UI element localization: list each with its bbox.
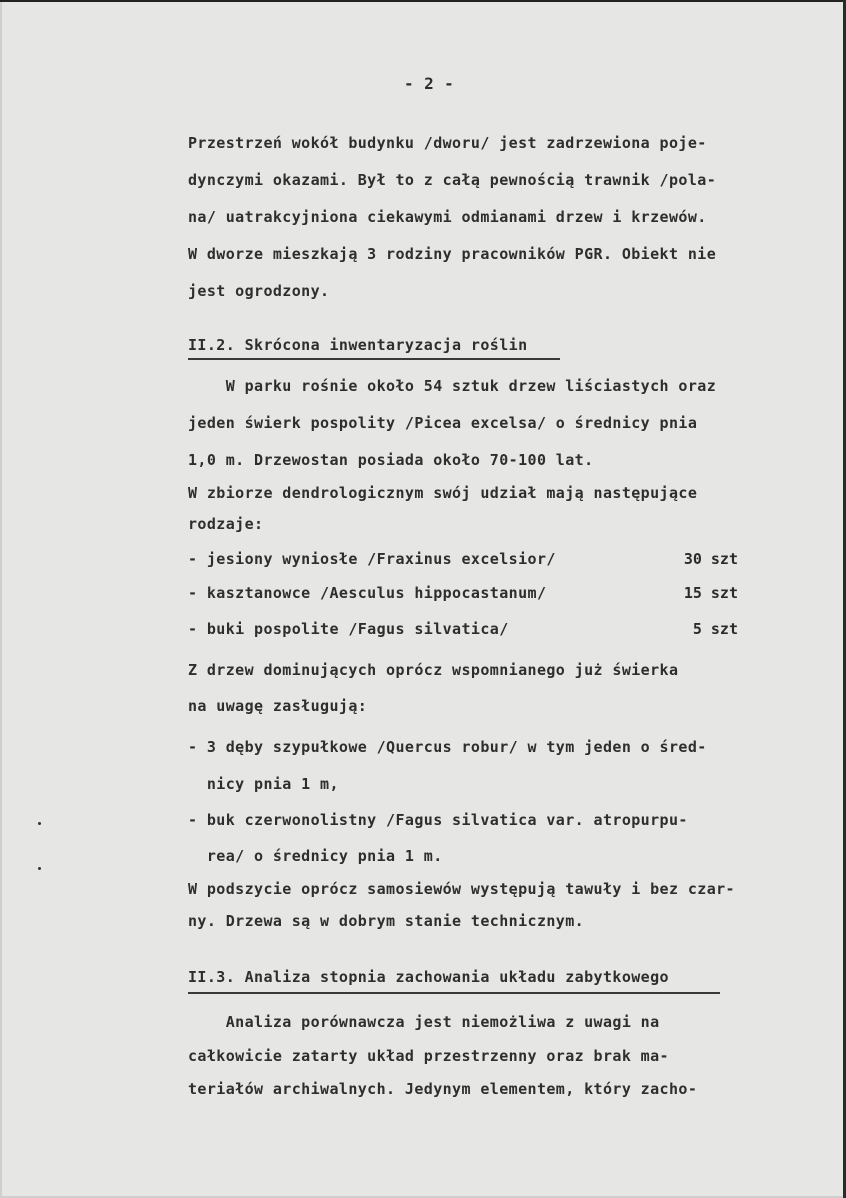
paragraph-line: W podszycie oprócz samosiewów występują tawuły i bez czar- <box>188 880 735 898</box>
scan-border-top <box>0 0 846 2</box>
paragraph-line: Z drzew dominujących oprócz wspomnianego już świerka <box>188 661 679 679</box>
species-count: 30 szt <box>683 550 738 568</box>
species-name: - jesiony wyniosłe /Fraxinus excelsior/ <box>188 550 556 568</box>
paragraph-line: na/ uatrakcyjniona ciekawymi odmianami drzew i krzewów. <box>188 208 707 226</box>
paragraph-line: całkowicie zatarty układ przestrzenny oraz brak ma- <box>188 1047 669 1065</box>
species-count: 5 szt <box>692 620 738 638</box>
species-name: - buki pospolite /Fagus silvatica/ <box>188 620 509 638</box>
paragraph-line: Przestrzeń wokół budynku /dworu/ jest zadrzewiona poje- <box>188 134 707 152</box>
paragraph-line: ny. Drzewa są w dobrym stanie technicznym. <box>188 912 585 930</box>
paragraph-line: W zbiorze dendrologicznym swój udział mają następujące <box>188 484 698 502</box>
notable-tree-line: nicy pnia 1 m, <box>188 775 339 793</box>
margin-mark <box>38 867 41 870</box>
section-heading: II.3. Analiza stopnia zachowania układu zabytkowego <box>188 968 669 986</box>
notable-tree-line: - 3 dęby szypułkowe /Quercus robur/ w tym jeden o śred- <box>188 738 707 756</box>
section-heading: II.2. Skrócona inwentaryzacja roślin <box>188 336 528 354</box>
species-count: 15 szt <box>683 584 738 602</box>
species-name: - kasztanowce /Aesculus hippocastanum/ <box>188 584 547 602</box>
paragraph-line: Analiza porównawcza jest niemożliwa z uwagi na <box>188 1013 660 1031</box>
paragraph-line: dynczymi okazami. Był to z całą pewnością trawnik /pola- <box>188 171 717 189</box>
notable-tree-line: - buk czerwonolistny /Fagus silvatica var. atropurpu- <box>188 811 688 829</box>
paragraph-line: rodzaje: <box>188 515 264 533</box>
paragraph-line: W parku rośnie około 54 sztuk drzew liściastych oraz <box>188 377 717 395</box>
paragraph-line: na uwagę zasługują: <box>188 697 368 715</box>
paragraph-line: jeden świerk pospolity /Picea excelsa/ o średnicy pnia <box>188 414 698 432</box>
paragraph-line: jest ogrodzony. <box>188 282 330 300</box>
heading-underline <box>188 358 560 360</box>
page-number: - 2 - <box>404 74 455 93</box>
margin-mark <box>38 822 41 825</box>
notable-tree-line: rea/ o średnicy pnia 1 m. <box>188 847 443 865</box>
paragraph-line: W dworze mieszkają 3 rodziny pracowników PGR. Obiekt nie <box>188 245 717 263</box>
paragraph-line: 1,0 m. Drzewostan posiada około 70-100 lat. <box>188 451 594 469</box>
heading-underline <box>188 992 720 994</box>
paragraph-line: teriałów archiwalnych. Jedynym elementem, który zacho- <box>188 1080 698 1098</box>
